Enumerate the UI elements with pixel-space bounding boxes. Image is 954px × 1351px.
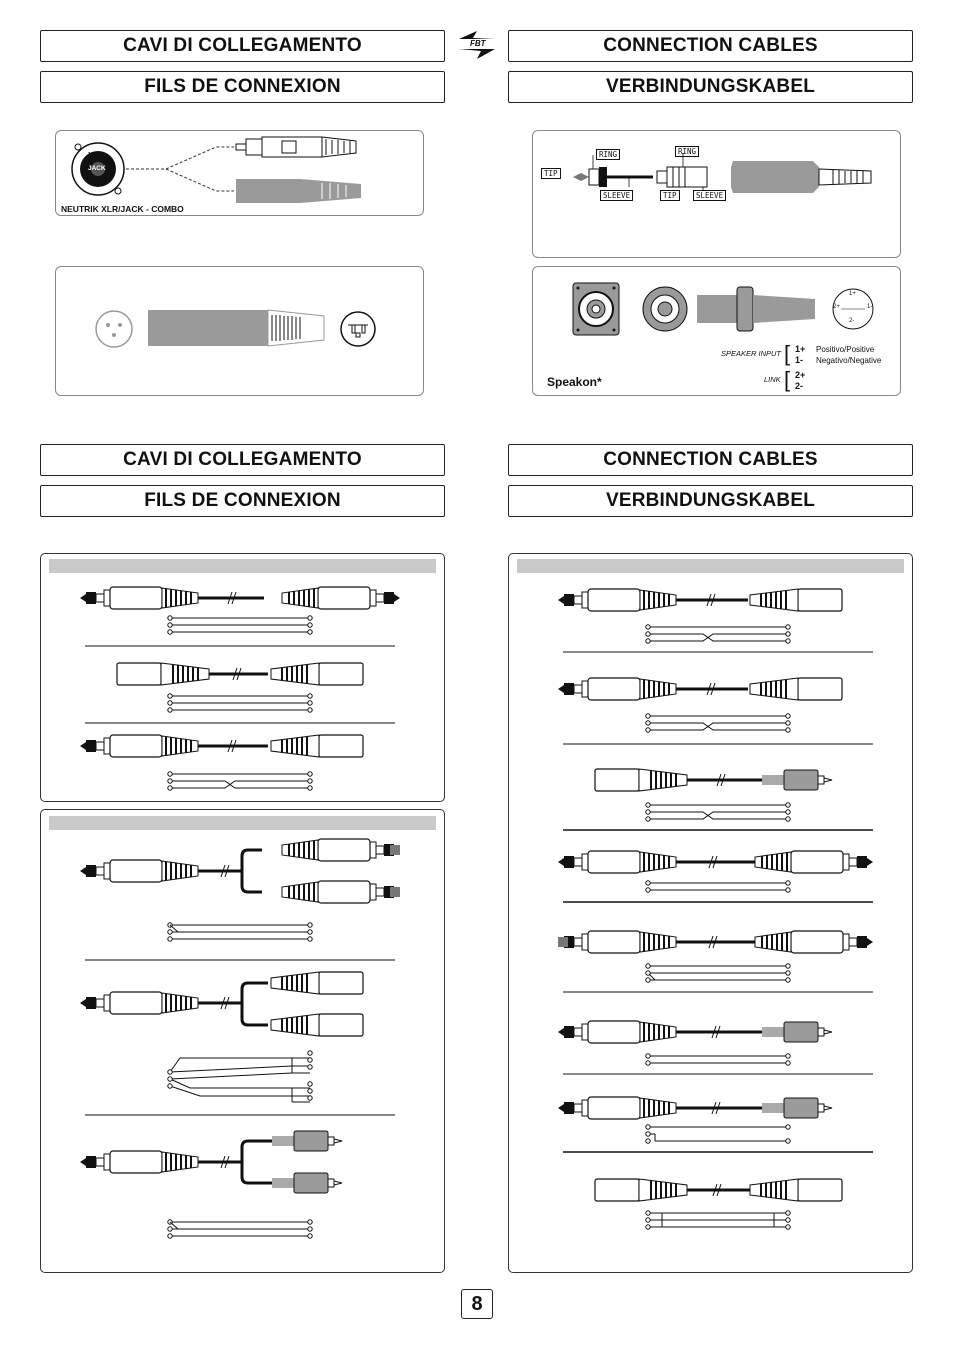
page-number: 8: [461, 1289, 493, 1319]
cable-jack-jack-mono: [558, 851, 873, 892]
combo-jack-label: JACK: [88, 165, 106, 172]
speakon-pin-1minus: 1-: [867, 304, 873, 310]
speakon-name: Speakon*: [547, 375, 602, 389]
header-verbindungskabel-top: VERBINDUNGSKABEL: [508, 71, 913, 103]
sleeve-label-2: SLEEVE: [693, 190, 726, 201]
cable-jack-y-2rca: [80, 1131, 342, 1238]
tip-label-1: TIP: [541, 168, 561, 179]
speakon-2plus: 2+: [795, 370, 806, 380]
header-cavi-di-collegamento-mid: CAVI DI COLLEGAMENTO: [40, 444, 445, 476]
combo-xlr-label: XLR: [88, 151, 104, 160]
cable-jack-rca: [558, 1021, 832, 1065]
tip-label-2: TIP: [660, 190, 680, 201]
speaker-input-label: SPEAKER INPUT: [721, 349, 782, 358]
ring-label-2: RING: [675, 146, 699, 157]
cable-jack-xlr: [80, 735, 363, 790]
negative-label: Negativo/Negative: [816, 356, 882, 365]
speakon-1plus: 1+: [795, 344, 806, 354]
speaker-bracket-2: [: [784, 367, 791, 392]
header-verbindungskabel-mid: VERBINDUNGSKABEL: [508, 485, 913, 517]
header-connection-cables-mid: CONNECTION CABLES: [508, 444, 913, 476]
header-cavi-di-collegamento-top: CAVI DI COLLEGAMENTO: [40, 30, 445, 62]
speaker-bracket-1: [: [784, 341, 791, 366]
cable-jack-y-2jack: [80, 839, 400, 941]
cable-xlr-rca: [595, 769, 832, 821]
fbt-logo-text: FBT: [470, 39, 486, 48]
cable-jack-y-2xlr: [80, 972, 363, 1102]
positive-label: Positivo/Positive: [816, 345, 875, 354]
cable-jack-xlr-female-2: [558, 678, 842, 732]
ring-label-1: RING: [596, 149, 620, 160]
speakon-pin-2plus: 2+: [833, 304, 840, 310]
link-label: LINK: [764, 375, 781, 384]
header-connection-cables-top: CONNECTION CABLES: [508, 30, 913, 62]
header-fils-de-connexion-mid: FILS DE CONNEXION: [40, 485, 445, 517]
sleeve-label-1: SLEEVE: [600, 190, 633, 201]
speakon-pin-1plus: 1+: [849, 291, 856, 297]
cable-xlr-xlr: [117, 663, 363, 712]
cable-jack-jack-stereo: [80, 587, 400, 634]
cable-jack-rca-stereo: [558, 1097, 832, 1143]
speakon-pin-2minus: 2-: [849, 318, 855, 324]
speakon-1minus: 1-: [795, 355, 804, 365]
cable-xlr-xlr-right: [595, 1179, 842, 1229]
header-fils-de-connexion-top: FILS DE CONNEXION: [40, 71, 445, 103]
combo-caption: NEUTRIK XLR/JACK - COMBO: [61, 204, 184, 214]
cable-jack-xlr-female: [558, 589, 842, 643]
speakon-2minus: 2-: [795, 381, 804, 391]
cable-jack-jack-insert: [558, 931, 873, 982]
